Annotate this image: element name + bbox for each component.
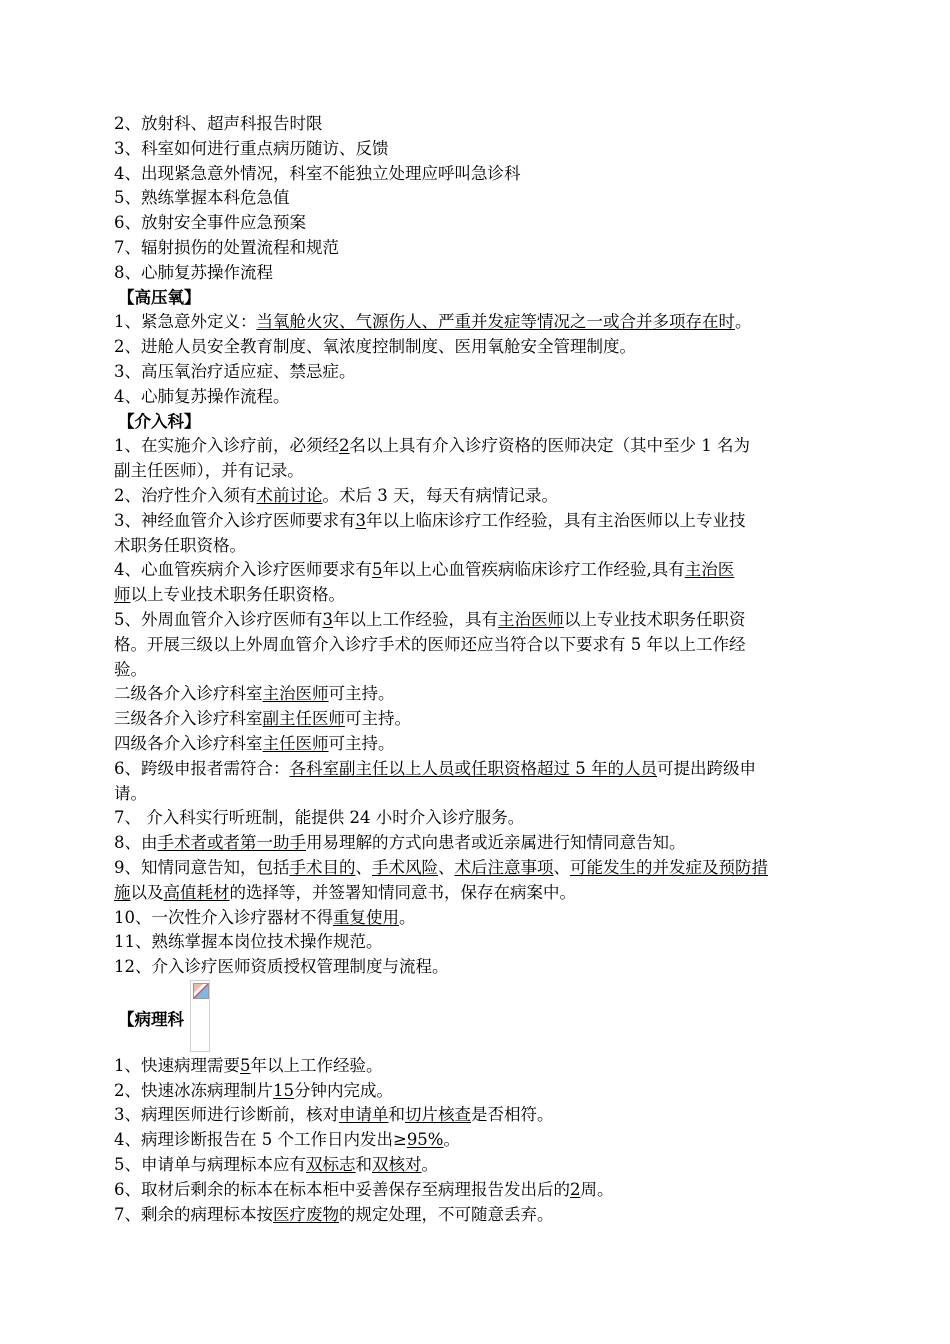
text-line: [114, 211, 840, 236]
text-line: [114, 881, 840, 906]
text-segment: 可主持。: [328, 733, 395, 753]
text-line: [114, 385, 840, 410]
underlined-text: 术后注意事项: [454, 857, 554, 877]
text-line: [114, 757, 840, 782]
text-line: [114, 608, 840, 633]
text-line: [114, 335, 840, 360]
text-line: [114, 782, 840, 807]
text-segment: 年以上工作经验，具有: [333, 609, 498, 629]
text-segment: 3、神经血管介入诊疗医师要求有: [114, 510, 356, 530]
text-line: [114, 1103, 840, 1128]
text-line: [114, 558, 840, 583]
text-segment: 四级各介入诊疗科室: [114, 733, 263, 753]
underlined-text: 双标志: [306, 1155, 356, 1175]
text-line: [114, 1128, 840, 1153]
underlined-text: 申请单: [339, 1105, 389, 1125]
underlined-text: 主治医师: [262, 684, 329, 704]
text-segment: 三级各介入诊疗科室: [114, 709, 263, 729]
text-segment: 9、知情同意告知，包括: [114, 857, 290, 877]
text-line: [114, 930, 840, 955]
text-segment: 可主持。: [328, 684, 395, 704]
text-segment: 。: [735, 312, 752, 332]
text-line: [114, 1079, 840, 1104]
text-segment: 可提出跨级申: [657, 758, 756, 778]
text-line: [114, 434, 840, 459]
heading-pathology: 【病理科: [118, 1009, 184, 1029]
underlined-text: 重复使用: [333, 907, 399, 927]
text-segment: 请。: [114, 783, 147, 803]
underlined-text: 手术者或者第一助手: [157, 833, 306, 853]
text-line: [114, 732, 840, 757]
broken-image-glyph: [193, 983, 209, 999]
text-segment: 、: [438, 857, 455, 877]
text-segment: 。术后 3 天，每天有病情记录。: [322, 485, 558, 505]
text-line: [114, 955, 840, 980]
text-segment: 周。: [580, 1179, 614, 1199]
text-segment: 年以上心血管疾病临床诊疗工作经验,具有: [382, 560, 685, 580]
text-segment: 2、治疗性介入须有: [114, 485, 257, 505]
text-line: [114, 112, 840, 137]
text-segment: 8、心肺复苏操作流程: [114, 262, 273, 282]
heading-interventional: 【介入科】: [118, 411, 201, 431]
text-segment: 名以上具有介入诊疗资格的医师决定（其中至少 1 名为: [349, 436, 750, 456]
text-segment: 年以上工作经验。: [250, 1055, 383, 1075]
underlined-text: 各科室副主任以上人员或任职资格超过 5 年的人员: [289, 758, 657, 778]
text-line: [114, 707, 840, 732]
text-segment: 、: [553, 857, 570, 877]
text-line: [114, 682, 840, 707]
text-segment: 1、在实施介入诊疗前，必须经: [114, 436, 339, 456]
text-segment: 11、熟练掌握本岗位技术操作规范。: [114, 932, 383, 952]
text-line: [114, 583, 840, 608]
text-line: [114, 806, 840, 831]
section-hyperbaric: [114, 286, 840, 410]
text-line: [114, 162, 840, 187]
text-segment: 2、进舱人员安全教育制度、氧浓度控制制度、医用氧舱安全管理制度。: [114, 337, 636, 357]
text-segment: 格。开展三级以上外周血管介入诊疗手术的医师还应当符合以下要求有 5 年以上工作经: [114, 634, 746, 654]
text-segment: 4、出现紧急意外情况，科室不能独立处理应呼叫急诊科: [114, 163, 521, 183]
underlined-text: 双核对: [372, 1155, 422, 1175]
underlined-text: 切片核查: [405, 1105, 471, 1125]
text-segment: 以上专业技术职务任职资: [564, 609, 746, 629]
text-segment: 。: [443, 1130, 460, 1150]
text-segment: 用易理解的方式向患者或近亲属进行知情同意告知。: [306, 833, 686, 853]
section-interventional: [114, 410, 840, 980]
text-segment: 和: [388, 1105, 405, 1125]
underlined-text: 2: [339, 436, 350, 456]
text-line: [114, 186, 840, 211]
text-segment: 8、由: [114, 833, 158, 853]
heading-hyperbaric: 【高压氧】: [118, 287, 201, 307]
underlined-text: 高值耗材: [163, 882, 230, 902]
section-general: [114, 112, 840, 286]
text-segment: 2、快速冰冻病理制片: [114, 1080, 273, 1100]
text-segment: 的选择等，并签署知情同意书，保存在病案中。: [229, 882, 576, 902]
underlined-text: 手术风险: [372, 857, 438, 877]
text-line: [114, 310, 840, 335]
text-line: [114, 658, 840, 683]
text-line: [114, 484, 840, 509]
text-line: [114, 261, 840, 286]
text-line: [114, 1203, 840, 1228]
text-segment: 1、紧急意外定义：: [114, 312, 257, 332]
underlined-text: 术前讨论: [256, 485, 323, 505]
text-segment: 6、跨级申报者需符合：: [114, 758, 290, 778]
text-segment: 以及: [130, 882, 164, 902]
text-segment: 术职务任职资格。: [114, 535, 246, 555]
underlined-text: 手术目的: [289, 857, 356, 877]
underlined-text: 副主任医师: [262, 709, 345, 729]
text-segment: 分钟内完成。: [294, 1080, 393, 1100]
underlined-text: 主治医: [684, 560, 735, 580]
text-segment: 年以上临床诊疗工作经验，具有主治医师以上专业技: [366, 510, 746, 530]
text-segment: 7、剩余的病理标本按: [114, 1204, 273, 1224]
section-pathology: [114, 980, 840, 1228]
text-segment: 以上专业技术职务任职资格。: [130, 585, 345, 605]
underlined-text: 3: [322, 609, 333, 629]
text-segment: 3、病理医师进行诊断前，核对: [114, 1105, 339, 1125]
text-segment: 。: [421, 1155, 438, 1175]
text-segment: 和: [355, 1155, 372, 1175]
text-segment: 6、放射安全事件应急预案: [114, 213, 306, 233]
underlined-text: 主治医师: [498, 609, 564, 629]
text-segment: 6、取材后剩余的标本在标本柜中妥善保存至病理报告发出后的: [114, 1179, 570, 1199]
text-segment: 12、介入诊疗医师资质授权管理制度与流程。: [114, 957, 449, 977]
text-segment: 4、心肺复苏操作流程。: [114, 386, 290, 406]
underlined-text: 师: [114, 585, 131, 605]
text-segment: 4、病理诊断报告在 5 个工作日内发出≥: [114, 1130, 407, 1150]
text-segment: 。: [399, 907, 416, 927]
text-segment: 副主任医师），并有记录。: [114, 461, 304, 481]
document-page: [114, 112, 840, 1227]
underlined-text: 当氧舱火灾、气源伤人、严重并发症等情况之一或合并多项存在时: [256, 312, 735, 332]
text-line: [114, 856, 840, 881]
broken-image-icon: [190, 980, 210, 1052]
text-line: [114, 1054, 840, 1079]
text-line: [114, 360, 840, 385]
text-line: [114, 633, 840, 658]
underlined-text: 5: [240, 1055, 251, 1075]
text-segment: 验。: [114, 659, 147, 679]
text-line: [114, 459, 840, 484]
text-segment: 可主持。: [345, 709, 411, 729]
text-line: [114, 236, 840, 261]
underlined-text: 施: [114, 882, 131, 902]
underlined-text: 医疗废物: [273, 1204, 339, 1224]
text-segment: 5、外周血管介入诊疗医师有: [114, 609, 323, 629]
text-line: [114, 509, 840, 534]
text-segment: 1、快速病理需要: [114, 1055, 240, 1075]
text-line: [114, 1153, 840, 1178]
text-segment: 2、放射科、超声科报告时限: [114, 114, 323, 133]
text-segment: 3、科室如何进行重点病历随访、反馈: [114, 138, 389, 158]
underlined-text: 2: [570, 1179, 581, 1199]
text-segment: 、: [355, 857, 372, 877]
text-segment: 4、心血管疾病介入诊疗医师要求有: [114, 560, 372, 580]
text-segment: 二级各介入诊疗科室: [114, 684, 263, 704]
underlined-text: 95%: [406, 1130, 444, 1150]
text-segment: 的规定处理，不可随意丢弃。: [339, 1204, 554, 1224]
underlined-text: 可能发生的并发症及预防措: [570, 857, 768, 877]
text-segment: 7、辐射损伤的处置流程和规范: [114, 237, 339, 257]
underlined-text: 15: [273, 1080, 294, 1100]
text-line: [114, 906, 840, 931]
underlined-text: 5: [372, 560, 383, 580]
text-line: [114, 137, 840, 162]
text-segment: 3、高压氧治疗适应症、禁忌症。: [114, 361, 356, 381]
text-segment: 5、熟练掌握本科危急值: [114, 188, 290, 208]
text-segment: 10、一次性介入诊疗器材不得: [114, 907, 333, 927]
text-segment: 5、申请单与病理标本应有: [114, 1155, 306, 1175]
text-line: [114, 831, 840, 856]
text-segment: 是否相符。: [471, 1105, 554, 1125]
text-line: [114, 534, 840, 559]
underlined-text: 主任医师: [262, 733, 329, 753]
text-segment: 7、 介入科实行听班制，能提供 24 小时介入诊疗服务。: [114, 808, 525, 828]
text-line: [114, 1178, 840, 1203]
underlined-text: 3: [355, 510, 366, 530]
